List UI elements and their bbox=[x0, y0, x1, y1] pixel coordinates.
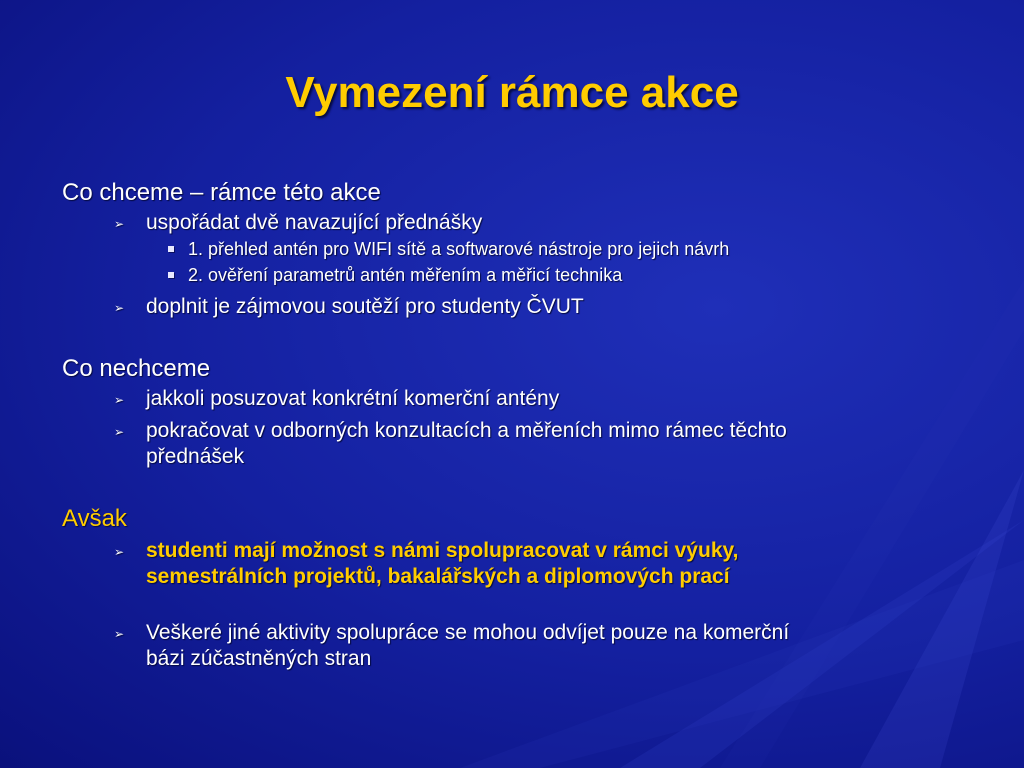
list-item-text-line: bázi zúčastněných stran bbox=[146, 647, 372, 670]
list-item-text: uspořádat dvě navazující přednášky bbox=[146, 211, 483, 234]
arrow-bullet-icon: ➢ bbox=[114, 301, 125, 315]
section-heading-avsak: Avšak bbox=[62, 505, 127, 532]
slide-content bbox=[62, 178, 962, 672]
list-item-text-line: přednášek bbox=[146, 445, 245, 468]
list-item-text: doplnit je zájmovou soutěží pro studenty ČVUT bbox=[146, 295, 584, 318]
arrow-bullet-icon: ➢ bbox=[114, 627, 125, 641]
list-item-text-line: studenti mají možnost s námi spolupracovat v rámci výuky, bbox=[146, 539, 739, 562]
list-item bbox=[62, 418, 962, 470]
list-item bbox=[62, 210, 962, 236]
arrow-bullet-icon: ➢ bbox=[114, 545, 125, 559]
list-item bbox=[62, 386, 962, 412]
sub-list-item bbox=[62, 236, 962, 262]
list-item-text: jakkoli posuzovat konkrétní komerční antény bbox=[146, 387, 560, 410]
list-item-text-line: pokračovat v odborných konzultacích a měřeních mimo rámec těchto bbox=[146, 419, 787, 442]
sub-list-item-text: 1. přehled antén pro WIFI sítě a softwarové nástroje pro jejich návrh bbox=[188, 239, 730, 259]
list-item-text-line: Veškeré jiné aktivity spolupráce se mohou odvíjet pouze na komerční bbox=[146, 621, 790, 644]
list-item-text-line: semestrálních projektů, bakalářských a diplomových prací bbox=[146, 565, 730, 588]
section-heading-co-nechceme: Co nechceme bbox=[62, 355, 211, 382]
list-item bbox=[62, 294, 962, 320]
list-item bbox=[62, 620, 962, 672]
highlighted-list-item bbox=[62, 538, 962, 590]
square-bullet-icon bbox=[168, 246, 174, 252]
section-heading-co-chceme: Co chceme – rámce této akce bbox=[62, 179, 381, 206]
arrow-bullet-icon: ➢ bbox=[114, 217, 125, 231]
sub-list-item-text: 2. ověření parametrů antén měřením a měřicí technika bbox=[188, 265, 623, 285]
sub-list-item bbox=[62, 262, 962, 288]
square-bullet-icon bbox=[168, 272, 174, 278]
arrow-bullet-icon: ➢ bbox=[114, 425, 125, 439]
arrow-bullet-icon: ➢ bbox=[114, 393, 125, 407]
slide-title: Vymezení rámce akce bbox=[285, 68, 739, 117]
